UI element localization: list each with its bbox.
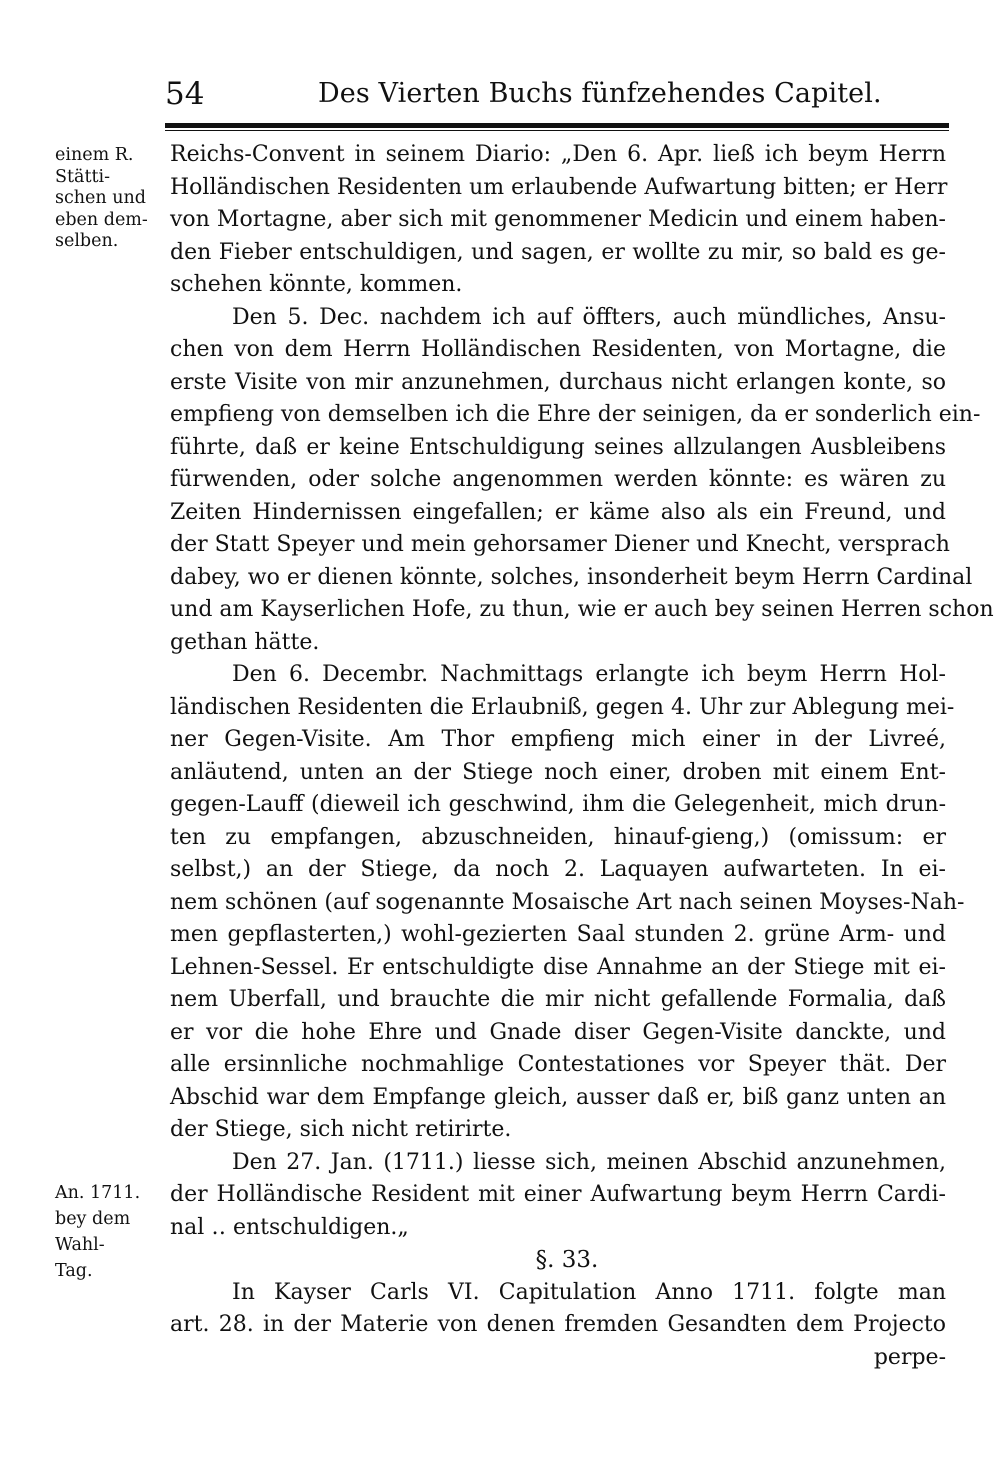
- text-line: In Kayser Carls VI. Capitulation Anno 1711. folgte man: [232, 1279, 946, 1305]
- catchword: perpe-: [873, 1344, 946, 1370]
- text-line: der Holländische Resident mit einer Aufwartung beym Herrn Cardi-: [170, 1182, 946, 1207]
- text-line: gegen-Lauff (dieweil ich geschwind, ihm die Gelegenheit, mich drun-: [170, 792, 946, 817]
- text-line: der Stiege, sich nicht retirirte.: [170, 1117, 512, 1142]
- text-line: gethan hätte.: [170, 629, 320, 655]
- text-line: art. 28. in der Materie von denen fremden Gesandten dem Projecto: [170, 1312, 946, 1337]
- text-line: Den 5. Dec. nachdem ich auf öffters, auch mündliches, Ansu-: [232, 304, 946, 330]
- text-line: anläutend, unten an der Stiege noch einer, droben mit einem Ent-: [170, 759, 946, 785]
- section-number: §. 33.: [535, 1247, 599, 1273]
- main-text: [170, 139, 994, 1374]
- header-rule-thin: [165, 130, 949, 131]
- text-line: Holländischen Residenten um erlaubende Aufwartung bitten; er Herr: [170, 174, 948, 200]
- text-line: Reichs-Convent in seinem Diario: „Den 6. Apr. ließ ich beym Herrn: [170, 142, 946, 167]
- text-line: und am Kayserlichen Hofe, zu thun, wie er auch bey seinen Herren schon: [170, 597, 994, 622]
- margin-note-line: schen und: [55, 188, 146, 208]
- margin-note-line: bey dem: [55, 1209, 131, 1229]
- text-line: selbst,) an der Stiege, da noch 2. Laquayen aufwarteten. In ei-: [170, 857, 946, 882]
- margin-note-reichsconvent: [55, 145, 157, 253]
- text-line: nal ‥ entschuldigen.„: [170, 1214, 409, 1240]
- text-line: er vor die hohe Ehre und Gnade diser Gegen-Visite danckte, und: [170, 1019, 946, 1045]
- text-line: ner Gegen-Visite. Am Thor empfieng mich einer in der Livreé,: [170, 727, 946, 752]
- text-line: Den 27. Jan. (1711.) liesse sich, meinen Abschid anzunehmen,: [232, 1149, 946, 1175]
- margin-note-line: einem R.: [55, 145, 134, 165]
- text-line: nem schönen (auf sogenannte Mosaische Art nach seinen Moyses-Nah-: [170, 889, 965, 915]
- text-line: Zeiten Hindernissen eingefallen; er käme also als ein Freund, und: [170, 499, 946, 525]
- text-line: empfieng von demselben ich die Ehre der seinigen, da er sonderlich ein-: [170, 402, 981, 427]
- margin-note-line: Tag.: [55, 1261, 93, 1281]
- text-line: men gepflasterten,) wohl-gezierten Saal stunden 2. grüne Arm- und: [170, 922, 946, 947]
- margin-note-line: selben.: [55, 231, 119, 251]
- page-header: [165, 70, 950, 116]
- text-line: chen von dem Herrn Holländischen Residenten, von Mortagne, die: [170, 337, 946, 362]
- header-rule-thick: [165, 123, 949, 128]
- text-line: führte, daß er keine Entschuldigung seines allzulangen Ausbleibens: [170, 434, 946, 460]
- text-line: Lehnen-Sessel. Er entschuldigte dise Annahme an der Stiege mit ei-: [170, 954, 946, 980]
- text-line: ten zu empfangen, abzuschneiden, hinauf-gieng,) (omissum: er: [170, 824, 946, 850]
- text-line: dabey, wo er dienen könnte, solches, insonderheit beym Herrn Cardinal: [170, 564, 973, 590]
- text-line: fürwenden, oder solche angenommen werden könnte: es wären zu: [170, 467, 946, 492]
- margin-note-wahltag: [55, 1180, 157, 1284]
- text-line: ländischen Residenten die Erlaubniß, gegen 4. Uhr zur Ablegung mei-: [170, 694, 955, 720]
- margin-note-line: eben dem-: [55, 209, 148, 230]
- page-number: 54: [165, 76, 205, 112]
- text-line: nem Uberfall, und brauchte die mir nicht gefallende Formalia, daß: [170, 987, 946, 1012]
- text-line: von Mortagne, aber sich mit genommener Medicin und einem haben-: [170, 207, 946, 232]
- text-line: der Statt Speyer und mein gehorsamer Diener und Knecht, versprach: [170, 532, 950, 557]
- text-line: Abschid war dem Empfange gleich, ausser daß er, biß ganz unten an: [170, 1084, 946, 1110]
- text-line: alle ersinnliche nochmahlige Contestationes vor Speyer thät. Der: [170, 1052, 946, 1077]
- margin-note-line: Wahl-: [55, 1235, 105, 1255]
- text-line: den Fieber entschuldigen, und sagen, er wollte zu mir, so bald es ge-: [170, 239, 946, 265]
- text-line: Den 6. Decembr. Nachmittags erlangte ich beym Herrn Hol-: [232, 662, 946, 687]
- text-line: erste Visite von mir anzunehmen, durchaus nicht erlangen konte, so: [170, 369, 946, 395]
- margin-note-line: An. 1711.: [55, 1183, 141, 1203]
- running-head: Des Vierten Buchs fünfzehendes Capitel.: [318, 78, 882, 109]
- margin-note-line: Stätti-: [55, 166, 111, 187]
- text-line: schehen könnte, kommen.: [170, 272, 463, 297]
